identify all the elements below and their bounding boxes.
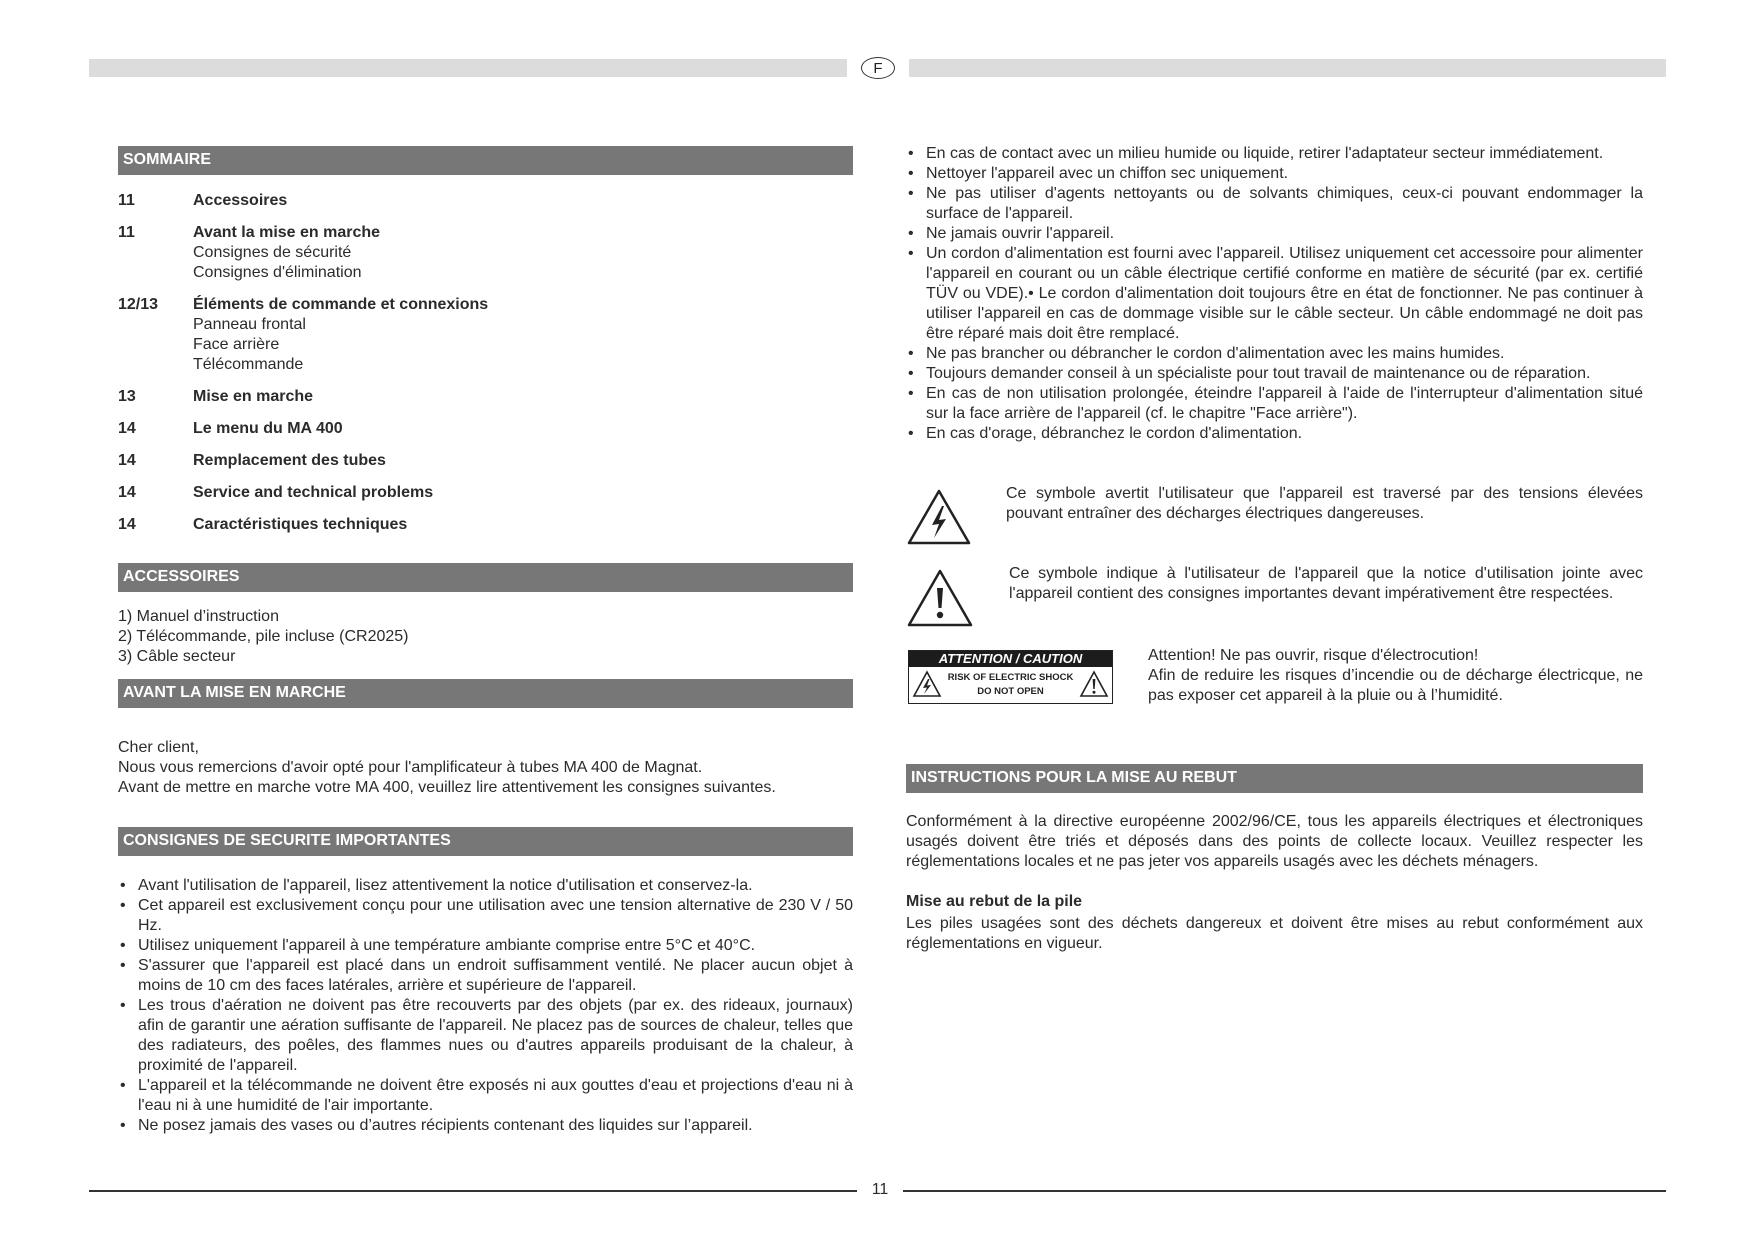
list-item: • Ne pas brancher ou débrancher le cordon d'alimentation avec les mains humides. bbox=[906, 344, 1643, 364]
list-item: • Ne posez jamais des vases ou d’autres récipients contenant des liquides sur l’appareil. bbox=[118, 1116, 853, 1136]
list-item: • Ne pas utiliser d'agents nettoyants ou de solvants chimiques, ceux-ci pouvant endommager la surface de l'appareil. bbox=[906, 184, 1643, 224]
toc-subitem: Face arrière bbox=[193, 336, 280, 353]
toc-title: Éléments de commande et connexions bbox=[193, 296, 489, 313]
toc-entry bbox=[118, 451, 853, 471]
caution-label-title: ATTENTION / CAUTION bbox=[909, 651, 1112, 667]
toc-entry bbox=[118, 191, 853, 211]
battery-subheading: Mise au rebut de la pile bbox=[906, 893, 1083, 910]
high-voltage-warning-icon bbox=[906, 488, 972, 546]
text-line: Avant de mettre en marche votre MA 400, veuillez lire attentivement les consignes suivantes. bbox=[118, 779, 776, 796]
page-number: 11 bbox=[871, 1181, 889, 1198]
toc-title: Avant la mise en marche bbox=[193, 224, 381, 241]
left-column bbox=[118, 146, 853, 1136]
rebut-paragraph: Conformément à la directive européenne 2002/96/CE, tous les appareils électriques et électroniques usagés doivent être triés et déposés dans des points de collecte locaux. Veuillez respecter les réglementations locales et ne pas jeter vos appareils usagés avec les déchets ménagers. bbox=[906, 813, 1643, 870]
battery-paragraph: Les piles usagées sont des déchets dangereux et doivent être mises au rebut conformément aux réglementations en vigueur. bbox=[906, 915, 1643, 952]
toc-entry bbox=[118, 483, 853, 503]
toc-subitem: Consignes de sécurité bbox=[193, 244, 352, 261]
consignes-heading: CONSIGNES DE SECURITE IMPORTANTES bbox=[118, 827, 853, 856]
caution-label-line: DO NOT OPEN bbox=[977, 686, 1044, 697]
list-item: • L'appareil et la télécommande ne doivent être exposés ni aux gouttes d'eau et projections d'eau ni à l'eau ni à une humidité de l'air importante. bbox=[118, 1076, 853, 1116]
toc-title: Le menu du MA 400 bbox=[193, 420, 343, 437]
list-item: • Cet appareil est exclusivement conçu pour une utilisation avec une tension alternative de 230 V / 50 Hz. bbox=[118, 896, 853, 936]
caution-description bbox=[1148, 646, 1643, 706]
toc-page: 14 bbox=[118, 420, 136, 437]
toc-entry bbox=[118, 419, 853, 439]
list-item: • En cas de non utilisation prolongée, éteindre l'appareil à l'aide de l'interrupteur d'alimentation situé sur la face arrière de l'appareil (cf. le chapitre "Face arrière"). bbox=[906, 384, 1643, 424]
toc-page: 14 bbox=[118, 452, 136, 469]
toc-title: Service and technical problems bbox=[193, 484, 434, 501]
list-item: 3) Câble secteur bbox=[118, 648, 236, 665]
toc-entry bbox=[118, 295, 853, 375]
list-item: • S'assurer que l'appareil est placé dans un endroit suffisamment ventilé. Ne placer aucun objet à moins de 10 cm des faces latérales, arrière et supérieure de l'appareil. bbox=[118, 956, 853, 996]
toc-page: 13 bbox=[118, 388, 136, 405]
toc-page: 11 bbox=[118, 192, 135, 209]
footer-rule-right bbox=[903, 1190, 1666, 1192]
avant-text bbox=[118, 738, 853, 798]
toc-page: 12/13 bbox=[118, 296, 159, 313]
header-bar-left bbox=[89, 59, 847, 77]
caution-text-line: Attention! Ne pas ouvrir, risque d'électrocution! bbox=[1148, 647, 1479, 664]
toc-entry bbox=[118, 387, 853, 407]
table-of-contents bbox=[118, 191, 853, 535]
exclamation-warning-icon bbox=[906, 568, 974, 628]
high-voltage-warning-icon bbox=[912, 670, 942, 698]
language-badge: F bbox=[861, 57, 895, 79]
toc-subitem: Panneau frontal bbox=[193, 316, 306, 333]
list-item: • Toujours demander conseil à un spécialiste pour tout travail de maintenance ou de réparation. bbox=[906, 364, 1643, 384]
safety-list-continued bbox=[906, 144, 1643, 444]
toc-title: Mise en marche bbox=[193, 388, 314, 405]
list-item: 2) Télécommande, pile incluse (CR2025) bbox=[118, 628, 409, 645]
avant-heading: AVANT LA MISE EN MARCHE bbox=[118, 679, 853, 708]
toc-title: Remplacement des tubes bbox=[193, 452, 386, 469]
toc-page: 14 bbox=[118, 484, 136, 501]
list-item: • Nettoyer l'appareil avec un chiffon sec uniquement. bbox=[906, 164, 1643, 184]
header-bar-right bbox=[909, 59, 1666, 77]
toc-page: 11 bbox=[118, 224, 135, 241]
rebut-heading: INSTRUCTIONS POUR LA MISE AU REBUT bbox=[906, 764, 1643, 793]
footer-rule-left bbox=[89, 1190, 857, 1192]
toc-subitem: Télécommande bbox=[193, 356, 304, 373]
consignes-list bbox=[118, 876, 853, 1136]
sommaire-heading: SOMMAIRE bbox=[118, 146, 853, 175]
list-item: • En cas d'orage, débranchez le cordon d'alimentation. bbox=[906, 424, 1643, 444]
list-item: 1) Manuel d’instruction bbox=[118, 608, 279, 625]
list-item: • Un cordon d'alimentation est fourni avec l'appareil. Utilisez uniquement cet accessoire pour alimenter l'appareil en courant ou un câble électrique certifié conforme en matière de sécurité (par ex. certifié TÜV ou VDE).• Le cordon d'alimentation doit toujours être en état de fonctionner. Ne pas continuer à utiliser l'appareil en cas de dommage visible sur le câble secteur. Un câble endommagé ne doit pas être réparé mais doit être remplacé. bbox=[906, 244, 1643, 344]
caution-text-line: Afin de reduire les risques d’incendie ou de décharge électricque, ne pas exposer cet appareil à la pluie ou à l’humidité. bbox=[1148, 667, 1643, 704]
text-line: Cher client, bbox=[118, 739, 199, 756]
list-item: • Avant l'utilisation de l'appareil, lisez attentivement la notice d'utilisation et conservez-la. bbox=[118, 876, 853, 896]
list-item: • Utilisez uniquement l'appareil à une température ambiante comprise entre 5°C et 40°C. bbox=[118, 936, 853, 956]
toc-subitem: Consignes d'élimination bbox=[193, 264, 362, 281]
list-item: • En cas de contact avec un milieu humide ou liquide, retirer l'adaptateur secteur immédiatement. bbox=[906, 144, 1643, 164]
accessoires-list bbox=[118, 607, 853, 667]
accessoires-heading: ACCESSOIRES bbox=[118, 563, 853, 592]
caution-label-line: RISK OF ELECTRIC SHOCK bbox=[947, 672, 1074, 683]
text-line: Nous vous remercions d'avoir opté pour l'amplificateur à tubes MA 400 de Magnat. bbox=[118, 759, 703, 776]
caution-label bbox=[908, 650, 1113, 704]
exclaim-symbol-description: Ce symbole indique à l'utilisateur de l'appareil que la notice d'utilisation jointe avec l'appareil contient des consignes importantes devant impérativement être respectées. bbox=[1009, 565, 1643, 602]
disposal-section bbox=[906, 764, 1643, 954]
exclamation-warning-icon bbox=[1079, 670, 1109, 698]
toc-page: 14 bbox=[118, 516, 136, 533]
toc-entry bbox=[118, 223, 853, 283]
toc-entry bbox=[118, 515, 853, 535]
toc-title: Accessoires bbox=[193, 192, 288, 209]
toc-title: Caractéristiques techniques bbox=[193, 516, 408, 533]
list-item: • Les trous d'aération ne doivent pas être recouverts par des objets (par ex. des rideaux, journaux) afin de garantir une aération suffisante de l'appareil. Ne placez pas de sources de chaleur, telles que des radiateurs, des poêles, des flammes nues ou d'autres appareils produisant de la chaleur, à proximité de l'appareil. bbox=[118, 996, 853, 1076]
list-item: • Ne jamais ouvrir l'appareil. bbox=[906, 224, 1643, 244]
shock-symbol-description: Ce symbole avertit l'utilisateur que l'appareil est traversé par des tensions élevées pouvant entraîner des décharges électriques dangereuses. bbox=[1006, 485, 1643, 522]
